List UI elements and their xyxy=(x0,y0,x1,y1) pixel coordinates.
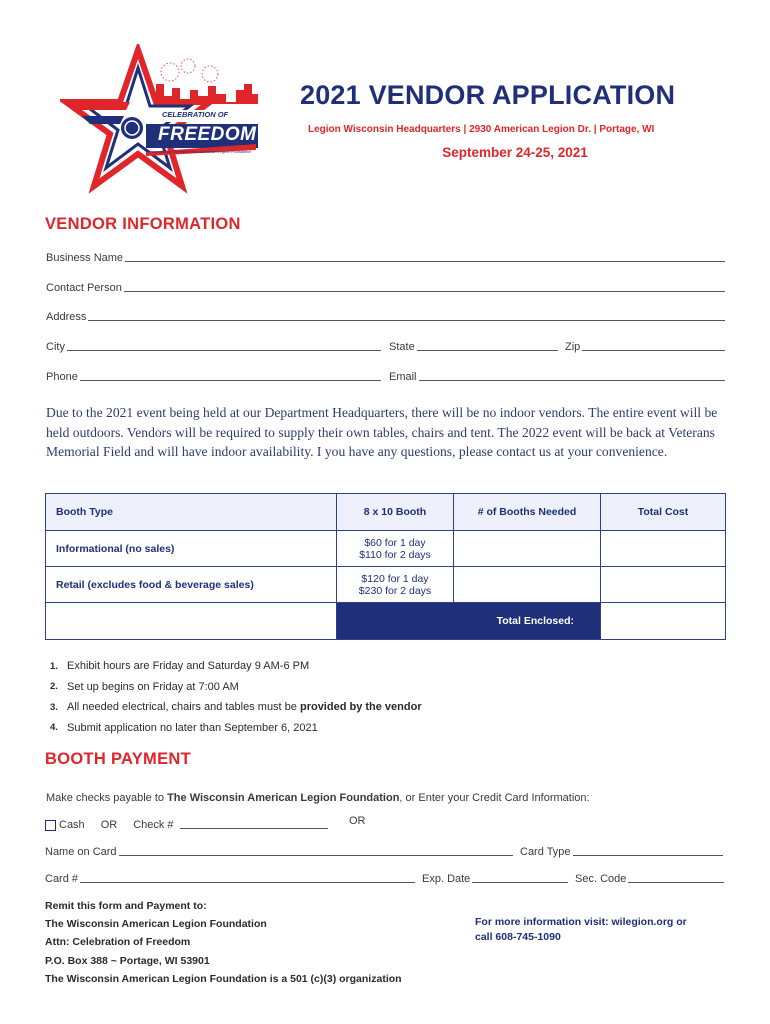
total-enclosed-label: Total Enclosed: xyxy=(337,603,601,640)
table-row xyxy=(46,531,726,567)
event-logo xyxy=(60,44,270,194)
exp-date-label: Exp. Date xyxy=(422,873,471,885)
table-row xyxy=(46,567,726,603)
business-name-label: Business Name xyxy=(46,252,124,264)
address-label: Address xyxy=(46,311,87,323)
address-line[interactable] xyxy=(88,319,725,321)
card-type-label: Card Type xyxy=(520,846,571,858)
business-name-line[interactable] xyxy=(125,260,725,262)
total-row xyxy=(46,603,726,640)
card-number-line[interactable] xyxy=(80,881,415,883)
total-cost-informational-cell[interactable] xyxy=(601,531,726,567)
sec-code-field[interactable] xyxy=(575,873,724,885)
city-label: City xyxy=(46,341,65,353)
check-number-line[interactable] xyxy=(180,828,328,829)
zip-label: Zip xyxy=(565,341,581,353)
name-on-card-field[interactable] xyxy=(45,846,513,858)
note-text: Exhibit hours are Friday and Saturday 9 AM-6 PM xyxy=(67,660,310,673)
or-label-2: OR xyxy=(349,815,366,827)
city-line[interactable] xyxy=(67,349,381,351)
col-header-booth-size: 8 x 10 Booth xyxy=(337,494,454,531)
checks-payable-text xyxy=(46,792,590,804)
price-2-days: $230 for 2 days xyxy=(358,584,432,597)
note-number: 3. xyxy=(50,701,58,713)
or-label: OR xyxy=(100,819,118,831)
exp-date-field[interactable] xyxy=(422,873,568,885)
contact-person-field[interactable] xyxy=(46,282,725,294)
checks-payable-suffix: , or Enter your Credit Card Information: xyxy=(399,792,590,804)
email-field[interactable] xyxy=(389,371,725,383)
more-info-phone: call 608-745-1090 xyxy=(475,931,561,943)
checks-payable-prefix: Make checks payable to xyxy=(46,792,168,804)
state-line[interactable] xyxy=(417,349,558,351)
note-emphasis: provided by the vendor xyxy=(299,701,422,714)
card-type-field[interactable] xyxy=(520,846,723,858)
note-number: 1. xyxy=(50,660,58,672)
page-title: 2021 VENDOR APPLICATION xyxy=(300,80,676,110)
city-field[interactable] xyxy=(46,341,381,353)
remit-attn: Attn: Celebration of Freedom xyxy=(45,936,191,949)
event-dates: September 24-25, 2021 xyxy=(442,145,588,160)
total-cost-retail-cell[interactable] xyxy=(601,567,726,603)
note-number: 2. xyxy=(50,681,58,693)
name-on-card-line[interactable] xyxy=(119,854,513,856)
cash-check-row xyxy=(45,819,328,831)
zip-line[interactable] xyxy=(582,349,725,351)
booth-notes xyxy=(50,656,422,738)
card-number-field[interactable] xyxy=(45,873,415,885)
more-info xyxy=(475,915,687,945)
logo-main-text: FREEDOM xyxy=(158,124,257,145)
total-row-blank xyxy=(46,603,337,640)
remit-heading: Remit this form and Payment to: xyxy=(45,900,207,912)
nonprofit-status: The Wisconsin American Legion Foundation is a 501 (c)(3) organization xyxy=(45,972,402,985)
list-item xyxy=(50,718,422,739)
booths-needed-retail-cell[interactable] xyxy=(454,567,601,603)
cash-checkbox[interactable] xyxy=(45,820,56,831)
note-text: All needed electrical, chairs and tables must be xyxy=(67,701,300,714)
cash-label: Cash xyxy=(59,819,85,831)
card-type-line[interactable] xyxy=(573,854,723,856)
price-1-day: $120 for 1 day xyxy=(361,572,429,585)
check-number-label: Check # xyxy=(133,819,174,831)
list-item xyxy=(50,677,422,698)
sec-code-label: Sec. Code xyxy=(575,873,627,885)
booth-table xyxy=(45,493,726,640)
sec-code-line[interactable] xyxy=(628,881,724,883)
remit-address xyxy=(45,897,402,988)
business-name-field[interactable] xyxy=(46,252,725,264)
remit-po-box: P.O. Box 388 ~ Portage, WI 53901 xyxy=(45,954,210,967)
address-field[interactable] xyxy=(46,311,725,323)
col-header-total-cost: Total Cost xyxy=(601,494,726,531)
booth-price-informational xyxy=(337,531,454,567)
star-skyline-logo-icon xyxy=(60,44,270,194)
booth-table-header xyxy=(46,494,726,531)
list-item xyxy=(50,697,422,718)
phone-line[interactable] xyxy=(80,379,381,381)
event-location: Legion Wisconsin Headquarters | 2930 American Legion Dr. | Portage, WI xyxy=(308,124,655,135)
logo-tagline: Presented by The Wisconsin American Legion Foundation xyxy=(148,149,251,154)
col-header-booth-type: Booth Type xyxy=(46,494,337,531)
more-info-website: For more information visit: wilegion.org or xyxy=(475,916,687,928)
zip-field[interactable] xyxy=(565,341,725,353)
list-item xyxy=(50,656,422,677)
checks-payee: The Wisconsin American Legion Foundation xyxy=(167,792,400,804)
price-1-day: $60 for 1 day xyxy=(364,536,426,549)
card-number-label: Card # xyxy=(45,873,79,885)
state-label: State xyxy=(389,341,415,353)
state-field[interactable] xyxy=(389,341,558,353)
remit-org: The Wisconsin American Legion Foundation xyxy=(45,918,267,931)
booth-payment-heading: BOOTH PAYMENT xyxy=(45,750,191,768)
phone-field[interactable] xyxy=(46,371,381,383)
booth-type-informational: Informational (no sales) xyxy=(46,531,337,567)
vendor-information-heading: VENDOR INFORMATION xyxy=(45,215,241,233)
booth-price-retail xyxy=(337,567,454,603)
note-text: Set up begins on Friday at 7:00 AM xyxy=(67,680,239,693)
note-text: Submit application no later than September 6, 2021 xyxy=(67,721,318,734)
col-header-booths-needed: # of Booths Needed xyxy=(454,494,601,531)
email-line[interactable] xyxy=(419,379,725,381)
contact-person-label: Contact Person xyxy=(46,282,122,294)
booths-needed-informational-cell[interactable] xyxy=(454,531,601,567)
note-number: 4. xyxy=(50,722,58,734)
outdoor-event-notice: Due to the 2021 event being held at our Department Headquarters, there will be no indoor vendors. The entire event will be held outdoors. Vendors will be required to supply their own tables, chairs and tent. The 2022 event will be back at Veterans Memorial Field and will have indoor availability. I you have any questions, please contact us at your convenience. xyxy=(46,405,718,459)
exp-date-line[interactable] xyxy=(472,881,568,883)
email-label: Email xyxy=(389,371,417,383)
booth-type-retail: Retail (excludes food & beverage sales) xyxy=(46,567,337,603)
phone-label: Phone xyxy=(46,371,78,383)
logo-top-text: CELEBRATION OF xyxy=(162,110,229,119)
name-on-card-label: Name on Card xyxy=(45,846,117,858)
contact-person-line[interactable] xyxy=(124,290,725,292)
price-2-days: $110 for 2 days xyxy=(359,548,431,561)
total-enclosed-cell[interactable] xyxy=(601,603,726,640)
